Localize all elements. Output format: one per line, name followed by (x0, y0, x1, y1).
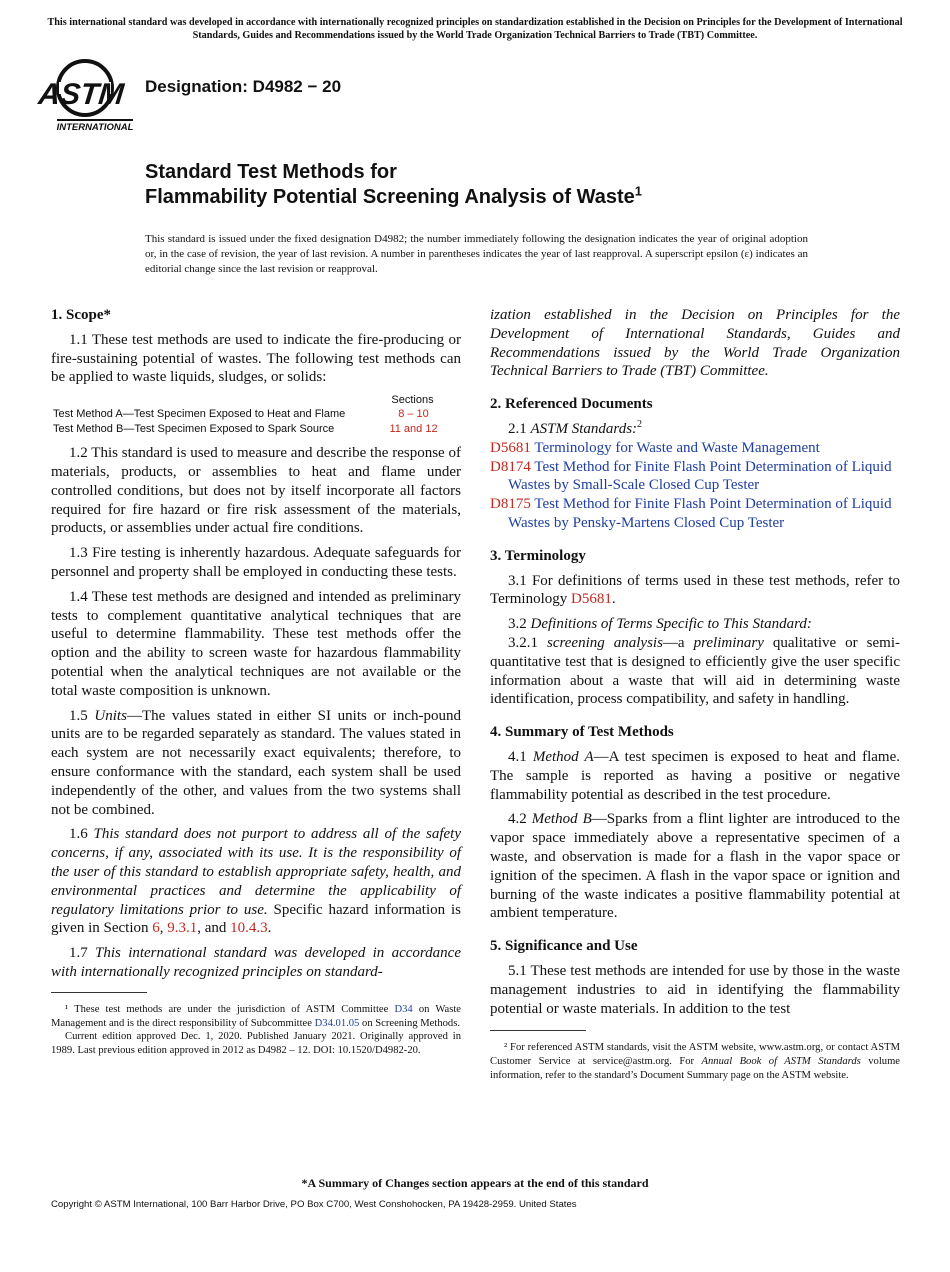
reference-item[interactable] (490, 495, 900, 533)
subcommittee-link[interactable]: D34.01.05 (314, 1017, 360, 1029)
para-number: 2.1 (508, 420, 527, 437)
section-heading-terminology: 3. Terminology (490, 547, 586, 564)
footnote-1-text-c: on Screening Methods. (362, 1017, 460, 1029)
para-3-2-1-dash: —a (662, 634, 685, 651)
para-1-5 (51, 707, 461, 820)
title-footnote-mark: 1 (634, 183, 642, 199)
para-4-2-italic: Method B (531, 811, 592, 828)
para-1-1: 1.1 These test methods are used to indicate the fire-producing or fire-sustaining potential of wastes. The following test methods can be applied to waste liquids, sludges, or solids: (51, 331, 461, 386)
footnote-divider (490, 1030, 586, 1031)
section-6-link[interactable]: 6 (152, 920, 160, 937)
para-2-1-italic: ASTM Standards: (530, 420, 638, 437)
reference-title[interactable]: Test Method for Finite Flash Point Determination of Liquid Wastes by Pensky-Martens Closed Cup Tester (508, 496, 892, 531)
para-3-1-text: 3.1 For definitions of terms used in these test methods, refer to Terminology (490, 572, 900, 608)
title-line-1: Standard Test Methods for (145, 161, 397, 183)
copyright-line: Copyright © ASTM International, 100 Barr Harbor Drive, PO Box C700, West Conshohocken, PA 19428-2959. United States (51, 1199, 577, 1210)
para-3-2 (490, 615, 900, 634)
table-row (51, 408, 461, 423)
summary-of-changes-note: *A Summary of Changes section appears at the end of this standard (301, 1176, 649, 1190)
committee-d34-link[interactable]: D34 (394, 1003, 413, 1015)
section-9-3-1-link[interactable]: 9.3.1 (167, 920, 198, 937)
reference-item[interactable] (490, 458, 900, 496)
section-heading-referenced-documents: 2. Referenced Documents (490, 396, 653, 413)
para-3-2-1-italic: preliminary (693, 634, 764, 651)
para-1-7-italic-a: This international standard was developed in accordance with internationally recognized principles on standard- (51, 945, 461, 980)
document-title (145, 160, 642, 210)
para-4-1 (490, 748, 900, 804)
para-3-2-1 (490, 634, 900, 709)
tbt-top-note: This international standard was developed in accordance with internationally recognized principles on standardization established in the Decision on Principles for the Development of International Standards, Guides and Recommendations issued by the World Trade Organization Technical Barriers to Trade (TBT) Committee. (47, 17, 903, 41)
para-1-4: 1.4 These test methods are designed and intended as preliminary tests to complement quantitative analytical techniques that are useful to determine flammability. These test methods offer the option and the ability to screen waste for hazardous flammability potential when the analytical techniques are not available or the total waste composition is unknown. (51, 588, 461, 699)
sections-header: Sections (391, 394, 434, 407)
logo-text: INTERNATIONAL (56, 122, 134, 133)
footnote-divider (51, 992, 147, 993)
issuance-note: This standard is issued under the fixed designation D4982; the number immediately following the designation indicates the year of original adoption or, in the case of revision, the year of last revision. A number in parentheses indicates the year of last reapproval. A superscript epsilon (ε) indicates an editorial change since the last revision or reapproval. (145, 233, 808, 275)
para-1-7-end (490, 306, 900, 381)
table-row (51, 423, 461, 438)
method-sections-link[interactable]: 8 – 10 (398, 408, 429, 421)
para-1-7-italic-b: ization established in the Decision on Principles for the Development of International Standards, Guides and Recommendations issued by the World Trade Organization Technical Barriers to Trade (TBT) Committee. (490, 307, 900, 380)
method-label: Test Method A—Test Specimen Exposed to Heat and Flame (53, 408, 346, 421)
reference-code[interactable]: D8174 (490, 458, 531, 475)
para-number: 1.7 (69, 945, 88, 962)
para-1-7-start (51, 944, 461, 982)
para-5-1: 5.1 These test methods are intended for use by those in the waste management industries to aid in identifying the flammability potential or waste materials. In addition to the test (490, 962, 900, 1017)
reference-code[interactable]: D8175 (490, 496, 531, 513)
reference-title[interactable]: Terminology for Waste and Waste Management (534, 439, 820, 456)
svg-text:ASTM: ASTM (36, 78, 126, 111)
d5681-link[interactable]: D5681 (571, 591, 612, 608)
method-sections-link[interactable]: 11 and 12 (389, 423, 438, 436)
para-3-1: 3.1 For definitions of terms used in these test methods, refer to Terminology D5681. (490, 572, 900, 608)
para-1-6-italic: This standard does not purport to address all of the safety concerns, if any, associated with its use. It is the responsibility of the user of this standard to establish appropriate safety, health, and environmental practices and determine the applicability of regulatory limitations prior to use. (51, 826, 462, 918)
reference-code[interactable]: D5681 (490, 439, 531, 456)
para-1-6-and: , and (197, 920, 227, 937)
title-line-2-text: Flammability Potential Screening Analysis of Waste (145, 186, 635, 208)
footnote-2-mark: 2 (637, 418, 643, 430)
para-3-2-1-text: qualitative or semi-quantitative test that is designed to efficiently give the user specific information about a waste that will aid in determining waste identification, process compatibility, and safety in handling. (490, 634, 900, 708)
para-1-2: 1.2 This standard is used to measure and describe the response of materials, products, or assemblies to heat and flame under controlled conditions, but does not by itself incorporate all factors required for fire hazard or fire risk assessment of the materials, products, or assemblies under actual fire conditions. (51, 445, 461, 537)
footnote-2 (490, 1041, 900, 1082)
astm-logo-icon (36, 58, 135, 134)
left-column (51, 306, 461, 1058)
para-1-5-text: —The values stated in either SI units or inch-pound units are to be regarded separately as standard. The values stated in each system are not necessarily exact equivalents; therefore, to ensure conformance with the standard, each system shall be used independently of the other, and values from the two systems shall not be combined. (51, 707, 461, 818)
test-method-sections-table (51, 393, 461, 438)
footnote-2-italic: Annual Book of ASTM Standards (701, 1056, 861, 1068)
designation: Designation: D4982 − 20 (145, 77, 342, 96)
para-3-2-italic: Definitions of Terms Specific to This Standard: (530, 616, 812, 633)
para-1-3: 1.3 Fire testing is inherently hazardous. Adequate safeguards for personnel and property shall be employed in conducting these tests. (51, 545, 461, 580)
para-number: 4.2 (508, 811, 527, 828)
para-number: 3.2 (508, 616, 527, 633)
para-number: 1.5 (69, 707, 88, 724)
para-1-6-text: Specific hazard information is given in Section (51, 901, 462, 937)
para-number: 4.1 (508, 748, 527, 765)
para-1-5-term: Units (94, 707, 127, 724)
reference-title[interactable]: Test Method for Finite Flash Point Determination of Liquid Wastes by Small-Scale Closed Cup Tester (508, 458, 892, 494)
reference-item[interactable] (490, 439, 900, 458)
para-4-1-text: —A test specimen is exposed to heat and flame. The sample is reported as having a positive or negative flammability potential as described in the test procedure. (490, 748, 901, 803)
para-1-6: 1.6 This standard does not purport to address all of the safety concerns, if any, associated with its use. It is the responsibility of the user of this standard to establish appropriate safety, health, and environmental practices and determine the applicability of regulatory limitations prior to use. Specific hazard information is given in Section 6, 9.3.1, and 10.4.3. (51, 826, 462, 937)
para-4-1-italic: Method A (532, 748, 594, 765)
footnote-1-text-a: ¹ These test methods are under the jurisdiction of ASTM Committee (65, 1003, 389, 1015)
astm-logo (36, 58, 135, 134)
footnote-1-edition: Current edition approved Dec. 1, 2020. Published January 2021. Originally approved in 1989. Last previous edition approved in 2012 as D4982 – 12. DOI: 10.1520/D4982-20. (51, 1031, 461, 1057)
para-number: 1.6 (69, 826, 88, 843)
section-heading-summary: 4. Summary of Test Methods (490, 724, 674, 741)
footnote-2-text-a: ² For referenced ASTM standards, visit the ASTM website, www.astm.org, or contact ASTM Customer Service at service@astm.org. For (490, 1042, 900, 1068)
para-2-1 (490, 420, 900, 439)
section-heading-significance: 5. Significance and Use (490, 938, 638, 955)
method-label: Test Method B—Test Specimen Exposed to Spark Source (53, 423, 335, 436)
para-number: 3.2.1 (508, 634, 538, 651)
para-4-2 (490, 810, 900, 923)
footnote-2-text-b: volume information, refer to the standard’s Document Summary page on the ASTM website. (490, 1056, 901, 1081)
para-4-2-text: —Sparks from a flint lighter are introduced to the vapor space immediately above a representative specimen of a waste, and observation is made for a flash in the vapor space or ignition of the specimen. A flash in the vapor space or ignition and burning of the waste indicates a positive flammability potential at ambient temperature. (490, 811, 901, 922)
title-line-2 (145, 185, 642, 210)
footnote-1-text-b: on Waste Management and is the direct responsibility of Subcommittee (51, 1003, 461, 1029)
section-10-4-3-link[interactable]: 10.4.3 (230, 920, 268, 937)
footnote-1 (51, 1003, 461, 1058)
term-screening-analysis: screening analysis (547, 634, 663, 651)
right-column (490, 306, 900, 1083)
section-heading-scope: 1. Scope* (51, 307, 111, 323)
